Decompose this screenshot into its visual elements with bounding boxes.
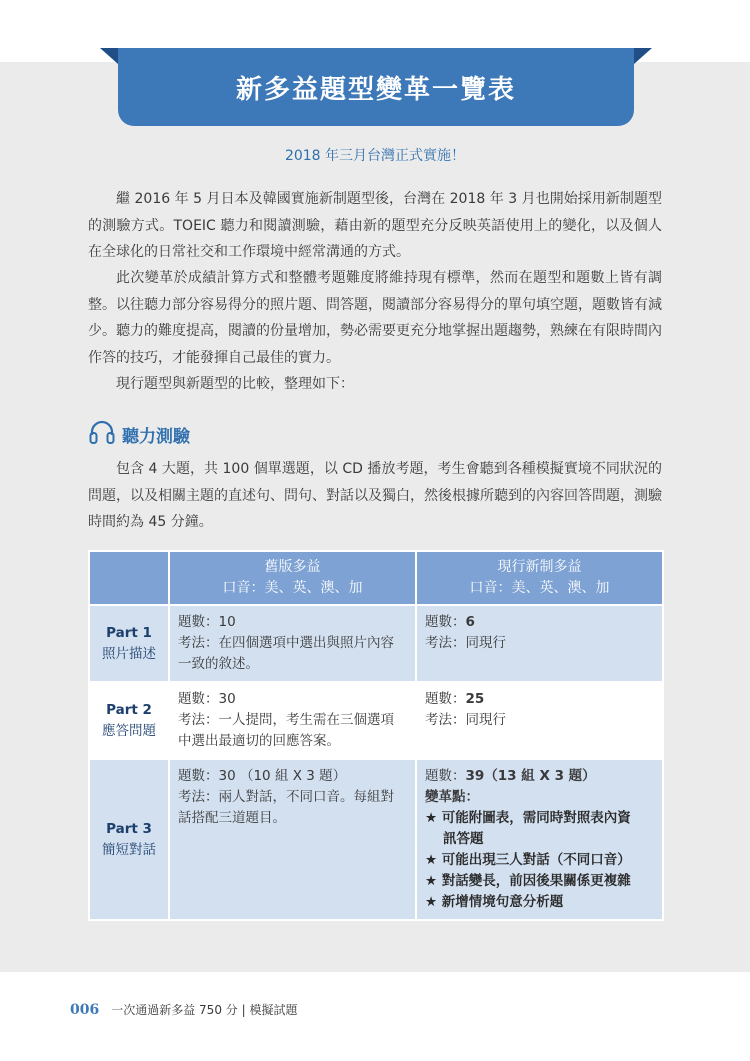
banner-fold-right [634, 48, 652, 64]
part-name: 簡短對話 [102, 841, 156, 858]
new-count-label: 題數： [425, 614, 466, 630]
new-method: 考法：同現行 [425, 635, 506, 651]
new-count-label: 題數： [425, 691, 466, 707]
old-method: 考法：一人提問，考生需在三個選項中選出最適切的回應答案。 [178, 712, 394, 749]
table-header-row [89, 551, 663, 605]
page-title: 新多益題型變革一覽表 [235, 74, 516, 105]
intro-paragraph-1: 繼 2016 年 5 月日本及韓國實施新制題型後，台灣在 2018 年 3 月也開始採用新制題型的測驗方式。TOEIC 聽力和閱讀測驗，藉由新的題型充分反映英語使用上的變化，以及個人在全球化的日常社交和工作環境中經常溝通的方式。 [88, 191, 662, 260]
changes-label: 變革點： [425, 789, 479, 805]
new-count-value: 25 [465, 691, 485, 707]
part-name: 照片描述 [102, 645, 156, 662]
page-number: 006 [70, 1001, 100, 1018]
new-version-cell [416, 759, 663, 920]
old-count: 題數：30 [178, 691, 236, 707]
intro-paragraph-2: 此次變革於成績計算方式和整體考題難度將維持現有標準，然而在題型和題數上皆有調整。以往聽力部分容易得分的照片題、問答題，閱讀部分容易得分的單句填空題，題數皆有減少。聽力的難度提高，閱讀的份量增加，勢必需要更充分地掌握出題趨勢，熟練在有限時間內作答的技巧，才能發揮自己最佳的實力。 [88, 270, 662, 366]
change-item: ★ 對話變長，前因後果關係更複雜 [425, 873, 631, 889]
old-version-cell [169, 759, 416, 920]
old-count: 題數：30 （10 組 X 3 題） [178, 768, 347, 784]
page-footer [70, 1001, 297, 1018]
old-method: 考法：兩人對話，不同口音。每組對話搭配三道題目。 [178, 789, 394, 826]
change-item: ★ 可能出現三人對話（不同口音） [425, 852, 631, 868]
listening-title: 聽力測驗 [122, 426, 190, 447]
new-version-accents: 口音：美、英、澳、加 [469, 580, 610, 596]
new-count [425, 766, 654, 787]
change-item-continued-text: 訊答題 [443, 831, 484, 847]
new-version-cell [416, 605, 663, 682]
old-version-cell [169, 682, 416, 759]
part-number: Part 1 [106, 624, 152, 641]
part-label [89, 682, 169, 759]
table-row [89, 605, 663, 682]
listening-section-heading [88, 420, 190, 448]
change-item: ★ 可能附圖表，需同時對照表內資 [425, 810, 631, 826]
old-version-cell [169, 605, 416, 682]
subtitle: 2018 年三月台灣正式實施！ [284, 148, 466, 164]
listening-description: 包含 4 大題，共 100 個單選題，以 CD 播放考題，考生會聽到各種模擬實境不同狀況的問題，以及相關主題的直述句、問句、對話以及獨白，然後根據所聽到的內容回答問題，測驗時間約為 45 分鐘。 [88, 461, 662, 530]
new-method: 考法：同現行 [425, 712, 506, 728]
banner-body [118, 48, 634, 126]
new-count [425, 612, 654, 633]
part-number: Part 2 [106, 701, 152, 718]
part-label [89, 759, 169, 920]
old-version-accents: 口音：美、英、澳、加 [222, 580, 363, 596]
new-version-header [416, 551, 663, 605]
old-method: 考法：在四個選項中選出與照片內容一致的敘述。 [178, 635, 394, 672]
new-count-label: 題數： [425, 768, 466, 784]
table-corner-cell [89, 551, 169, 605]
book-title: 一次通過新多益 750 分 | 模擬試題 [111, 1003, 298, 1017]
old-version-title: 舊版多益 [264, 559, 321, 575]
old-version-header [169, 551, 416, 605]
new-version-title: 現行新制多益 [497, 559, 582, 575]
intro-paragraph-3: 現行題型與新題型的比較，整理如下： [116, 376, 354, 392]
title-banner [100, 48, 652, 126]
new-count-value: 6 [465, 614, 475, 630]
banner-fold-left [100, 48, 118, 64]
part-number: Part 3 [106, 820, 152, 837]
part-name: 應答問題 [102, 722, 156, 739]
table-row [89, 682, 663, 759]
old-count: 題數：10 [178, 614, 236, 630]
headphones-icon [88, 419, 116, 449]
new-count-value: 39（13 組 X 3 題） [465, 768, 596, 784]
part-label [89, 605, 169, 682]
change-item: ★ 新增情境句意分析題 [425, 894, 564, 910]
change-item-continued [425, 829, 654, 850]
table-row [89, 759, 663, 920]
new-count [425, 689, 654, 710]
comparison-table [88, 550, 664, 921]
new-version-cell [416, 682, 663, 759]
